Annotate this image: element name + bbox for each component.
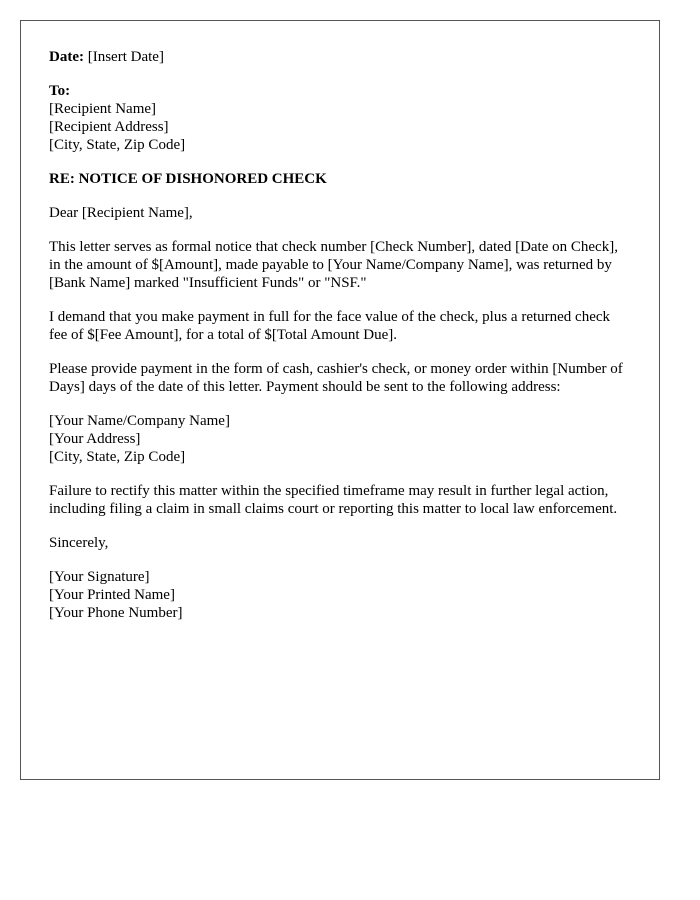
sender-address: [Your Address] [49, 431, 141, 447]
date-value: [Insert Date] [87, 49, 164, 65]
paragraph-payment-instructions: Please provide payment in the form of cash, cashier's check, or money order within [Number of Days] days of the date of this letter. Payment should be sent to the following address: [49, 361, 623, 395]
recipient-address: [Recipient Address] [49, 119, 169, 135]
paragraph-consequences: Failure to rectify this matter within the specified timeframe may result in further legal action, including filing a claim in small claims court or reporting this matter to local law enforcement. [49, 483, 618, 517]
printed-name: [Your Printed Name] [49, 587, 175, 603]
recipient-name: [Recipient Name] [49, 101, 157, 117]
closing: Sincerely, [49, 535, 109, 551]
to-label: To: [49, 83, 71, 99]
signature-block [49, 568, 631, 622]
sender-name: [Your Name/Company Name] [49, 413, 230, 429]
subject-line: RE: NOTICE OF DISHONORED CHECK [49, 171, 327, 187]
recipient-block [49, 82, 631, 154]
sender-address-block [49, 412, 631, 466]
paragraph-notice: This letter serves as formal notice that check number [Check Number], dated [Date on Check], in the amount of $[Amount], made payable to [Your Name/Company Name], was returned by [Bank Name] marked "Insufficient Funds" or "NSF." [49, 239, 618, 291]
letter-page [20, 20, 660, 780]
paragraph-demand: I demand that you make payment in full for the face value of the check, plus a returned check fee of $[Fee Amount], for a total of $[Total Amount Due]. [49, 309, 611, 343]
salutation: Dear [Recipient Name], [49, 205, 193, 221]
date-label: Date: [49, 49, 84, 65]
signature: [Your Signature] [49, 569, 150, 585]
recipient-city-state-zip: [City, State, Zip Code] [49, 137, 186, 153]
sender-city-state-zip: [City, State, Zip Code] [49, 449, 186, 465]
phone-number: [Your Phone Number] [49, 605, 183, 621]
date-line [49, 48, 631, 66]
